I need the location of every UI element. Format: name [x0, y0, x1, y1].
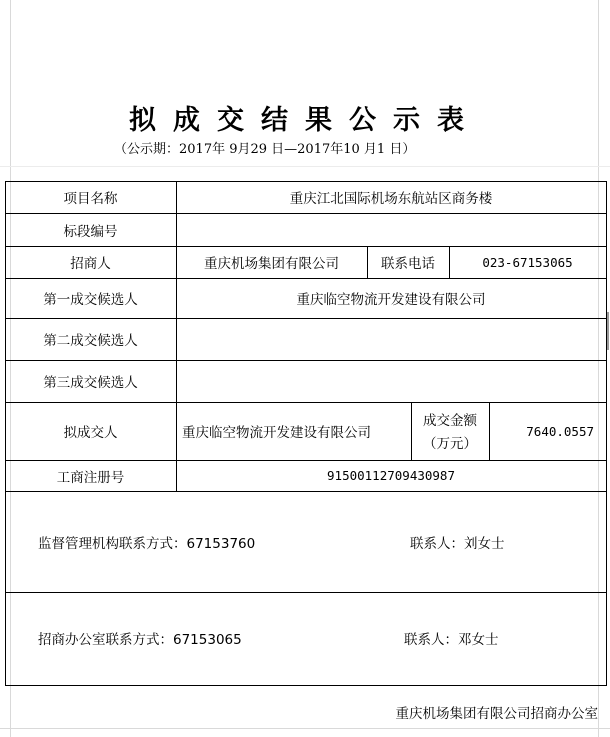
phone-label: 联系电话: [381, 256, 435, 272]
proposed-winner-value: 重庆临空物流开发建设有限公司: [182, 425, 371, 441]
guide-line: [0, 166, 610, 167]
supervision-person: 联系人：刘女士: [410, 536, 505, 552]
publicity-period: （公示期：2017年 9月29 日—2017年10 月1 日）: [114, 142, 416, 157]
proposed-winner-label: 拟成交人: [63, 425, 118, 441]
tenderer-value: 重庆机场集团有限公司: [204, 256, 339, 272]
guide-line: [0, 728, 610, 729]
candidate2-value: [176, 318, 606, 360]
section-number-value: [176, 213, 606, 246]
issuer-signature: 重庆机场集团有限公司招商办公室: [395, 706, 598, 722]
page-title: 拟成交结果公示表: [129, 105, 481, 136]
tenderer-label: 招商人: [70, 256, 111, 272]
project-name-value: 重庆江北国际机场东航站区商务楼: [289, 191, 493, 207]
guide-line: [607, 312, 609, 350]
amount-label-line2: （万元）: [423, 436, 477, 452]
registration-label: 工商注册号: [56, 469, 125, 486]
supervision-contact: 监督管理机构联系方式：67153760: [38, 536, 256, 552]
project-name-label: 项目名称: [63, 191, 118, 207]
candidate3-value: [176, 360, 606, 402]
office-person: 联系人：邓女士: [404, 632, 499, 648]
candidate3-label: 第三成交候选人: [43, 375, 138, 391]
candidate1-value: 重庆临空物流开发建设有限公司: [296, 292, 486, 308]
candidate1-label: 第一成交候选人: [43, 292, 138, 308]
amount-label-line1: 成交金额: [423, 413, 477, 429]
registration-value: 91500112709430987: [327, 468, 455, 483]
section-number-label: 标段编号: [63, 223, 118, 240]
amount-value: 7640.0557: [526, 423, 594, 439]
candidate2-label: 第二成交候选人: [43, 333, 138, 349]
phone-value: 023-67153065: [482, 254, 573, 270]
office-contact: 招商办公室联系方式：67153065: [38, 632, 242, 648]
